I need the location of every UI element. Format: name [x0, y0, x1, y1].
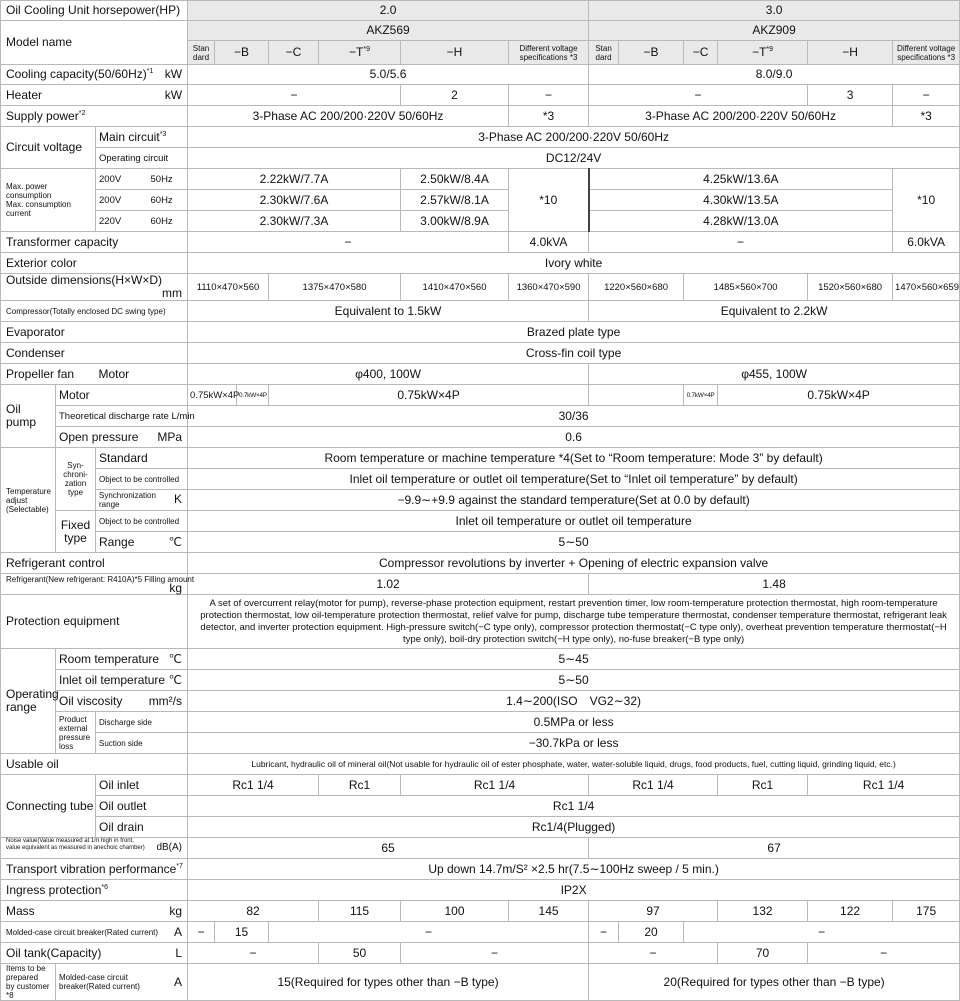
operating-visc-label: Oil viscosity mm²/s	[56, 691, 188, 712]
temp-label: Temperature adjust (Selectable)	[1, 448, 56, 553]
transformer-small: 4.0kVA	[509, 232, 589, 253]
exterior-value: Ivory white	[188, 253, 960, 274]
tank-large-dash-2: −	[808, 943, 960, 964]
noise-large: 67	[589, 838, 960, 859]
variant-standard: Stan dard	[188, 41, 215, 65]
dimensions-5: 1220×560×680	[589, 274, 684, 301]
compressor-large: Equivalent to 2.2kW	[589, 301, 960, 322]
variant-t-large: $-T^{*9}$	[718, 41, 808, 65]
pump-motor-large-b: 0.7kW×4P	[684, 385, 718, 406]
refrigerant-control-value: Compressor revolutions by inverter + Opening of electric expansion valve	[188, 553, 960, 574]
power-large-note: *10	[893, 169, 960, 232]
vibration-value: Up down 14.7m/S² ×2.5 hr(7.5∼100Hz sweep / 5 min.)	[188, 859, 960, 880]
hp-label: Oil Cooling Unit horsepower(HP)	[1, 1, 188, 21]
power-row-3	[1, 211, 960, 232]
protection-row	[1, 595, 960, 649]
breaker-small-rest: −	[269, 922, 589, 943]
power-v-3: 220V	[96, 211, 148, 232]
noise-label: dB(A) Noise value(Value measured at 1m high in front, value equivalent as measured in anechoic chamber)	[1, 838, 188, 859]
temp-object-label: Object to be controlled	[96, 469, 188, 490]
variant-standard-large: Stan dard	[589, 41, 619, 65]
pump-discharge-row	[1, 406, 960, 427]
operating-suction-row	[1, 733, 960, 754]
compressor-small: Equivalent to 1.5kW	[188, 301, 589, 322]
breaker-small-b: 15	[215, 922, 269, 943]
condenser-row	[1, 343, 960, 364]
variant-t: $-T^{*9}$	[319, 41, 401, 65]
operating-visc-value: 1.4∼200(ISO VG2∼32)	[188, 691, 960, 712]
circuit-main-value: 3-Phase AC 200/200·220V 50/60Hz	[188, 127, 960, 148]
operating-inlet-value: 5∼50	[188, 670, 960, 691]
operating-label: Operating range	[1, 649, 56, 754]
compressor-label: Compressor(Totally enclosed DC swing type)	[1, 301, 188, 322]
pump-label: Oil pump	[1, 385, 56, 448]
heater-row	[1, 85, 960, 106]
mass-4: 145	[509, 901, 589, 922]
operating-inlet-label: Inlet oil temperature ℃	[56, 670, 188, 691]
operating-inlet-row	[1, 670, 960, 691]
transformer-row	[1, 232, 960, 253]
temp-range-value: −9.9∼+9.9 against the standard temperature(Set at 0.0 by default)	[188, 490, 960, 511]
pump-discharge-value: 30/36	[188, 406, 960, 427]
power-large-2: 4.30kW/13.5A	[589, 190, 893, 211]
tube-inlet-row	[1, 775, 960, 796]
noise-small: 65	[188, 838, 589, 859]
refrigerant-control-label: Refrigerant control	[1, 553, 188, 574]
supply-large: 3-Phase AC 200/200·220V 50/60Hz	[589, 106, 893, 127]
hp-small: 2.0	[188, 1, 589, 21]
tube-label: Connecting tube	[1, 775, 96, 838]
dimensions-6: 1485×560×700	[684, 274, 808, 301]
operating-visc-row	[1, 691, 960, 712]
customer-row	[1, 964, 960, 1001]
supply-small: 3-Phase AC 200/200·220V 50/60Hz	[188, 106, 509, 127]
temp-fixed-range-label: Range ℃	[96, 532, 188, 553]
fan-row	[1, 364, 960, 385]
customer-label: Items to be prepared by customer *8	[1, 964, 56, 1001]
tank-small-dash-2: −	[401, 943, 589, 964]
model-row	[1, 21, 960, 41]
dimensions-3: 1410×470×560	[401, 274, 509, 301]
model-small: AKZ569	[188, 21, 589, 41]
dimensions-4: 1360×470×590	[509, 274, 589, 301]
supply-row	[1, 106, 960, 127]
fan-label: Propeller fan	[1, 364, 96, 385]
circuit-main-label: Main circuit$^{*3}$	[96, 127, 188, 148]
mass-2: 115	[319, 901, 401, 922]
hp-row	[1, 1, 960, 21]
model-label: Model name	[1, 21, 188, 65]
fan-large: φ455, 100W	[589, 364, 960, 385]
operating-room-value: 5∼45	[188, 649, 960, 670]
transformer-large-dash: −	[589, 232, 893, 253]
customer-large: 20(Required for types other than −B type)	[589, 964, 960, 1001]
fan-small: φ400, 100W	[188, 364, 589, 385]
exterior-label: Exterior color	[1, 253, 188, 274]
heater-small-h: 2	[401, 85, 509, 106]
evaporator-row	[1, 322, 960, 343]
variant-b: −B	[215, 41, 269, 65]
temp-standard-row	[1, 448, 960, 469]
supply-small-diff: *3	[509, 106, 589, 127]
tube-inlet-e: Rc1	[718, 775, 808, 796]
pump-open-label: Open pressure MPa	[56, 427, 188, 448]
power-label: Max. power consumption Max. consumption current	[1, 169, 96, 232]
breaker-large-std: −	[589, 922, 619, 943]
tube-outlet-row	[1, 796, 960, 817]
tube-drain-row	[1, 817, 960, 838]
power-small-note: *10	[509, 169, 589, 232]
evaporator-value: Brazed plate type	[188, 322, 960, 343]
dimensions-7: 1520×560×680	[808, 274, 893, 301]
heater-small-dash: −	[188, 85, 401, 106]
power-small-std-2: 2.30kW/7.6A	[188, 190, 401, 211]
circuit-op-row	[1, 148, 960, 169]
power-small-h-2: 2.57kW/8.1A	[401, 190, 509, 211]
variant-b-large: −B	[619, 41, 684, 65]
mass-1: 82	[188, 901, 319, 922]
dimensions-1: 1110×470×560	[188, 274, 269, 301]
temp-standard-label: Standard	[96, 448, 188, 469]
supply-label: Supply power$^{*2}$	[1, 106, 188, 127]
variant-h: −H	[401, 41, 509, 65]
tube-outlet-value: Rc1 1/4	[188, 796, 960, 817]
condenser-value: Cross-fin coil type	[188, 343, 960, 364]
tube-outlet-label: Oil outlet	[96, 796, 188, 817]
mass-5: 97	[589, 901, 718, 922]
supply-large-diff: *3	[893, 106, 960, 127]
mass-label: Mass kg	[1, 901, 188, 922]
fan-sub: Motor	[96, 364, 188, 385]
operating-suction-value: −30.7kPa or less	[188, 733, 960, 754]
pump-motor-small-a: 0.75kW×4P	[188, 385, 237, 406]
temp-fixed-object-value: Inlet oil temperature or outlet oil temperature	[188, 511, 960, 532]
power-large-3: 4.28kW/13.0A	[589, 211, 893, 232]
temp-fixed-object-row	[1, 511, 960, 532]
noise-row	[1, 838, 960, 859]
heater-large-dash: −	[589, 85, 808, 106]
heater-large-diff: −	[893, 85, 960, 106]
pump-motor-small-b: 0.7kW×4P	[237, 385, 269, 406]
power-row-1	[1, 169, 960, 190]
cooling-row	[1, 65, 960, 85]
breaker-small-std: −	[188, 922, 215, 943]
circuit-op-label: Operating circuit	[96, 148, 188, 169]
breaker-large-rest: −	[684, 922, 960, 943]
pump-motor-row	[1, 385, 960, 406]
tank-label: Oil tank(Capacity) L	[1, 943, 188, 964]
refrigerant-row	[1, 574, 960, 595]
ingress-value: IP2X	[188, 880, 960, 901]
exterior-row	[1, 253, 960, 274]
dimensions-2: 1375×470×580	[269, 274, 401, 301]
variant-c: −C	[269, 41, 319, 65]
usable-row	[1, 754, 960, 775]
temp-fixed-label: Fixed type	[56, 511, 96, 553]
usable-label: Usable oil	[1, 754, 188, 775]
refrigerant-control-row	[1, 553, 960, 574]
vibration-label: Transport vibration performance$^{*7}$	[1, 859, 188, 880]
pump-discharge-label: Theoretical discharge rate L/min	[56, 406, 188, 427]
ingress-label: Ingress protection$^{*6}$	[1, 880, 188, 901]
transformer-label: Transformer capacity	[1, 232, 188, 253]
power-v-1: 200V	[96, 169, 148, 190]
power-small-h-1: 2.50kW/8.4A	[401, 169, 509, 190]
tube-inlet-b: Rc1	[319, 775, 401, 796]
power-large-1: 4.25kW/13.6A	[589, 169, 893, 190]
operating-loss-label: Product external pressure loss	[56, 712, 96, 754]
mass-7: 122	[808, 901, 893, 922]
power-small-std-3: 2.30kW/7.3A	[188, 211, 401, 232]
temp-standard-value: Room temperature or machine temperature *4(Set to “Room temperature: Mode 3” by default)	[188, 448, 960, 469]
pump-motor-large-a	[589, 385, 684, 406]
power-small-h-3: 3.00kW/8.9A	[401, 211, 509, 232]
customer-small: 15(Required for types other than −B type)	[188, 964, 589, 1001]
cooling-small: 5.0/5.6	[188, 65, 589, 85]
power-v-2: 200V	[96, 190, 148, 211]
mass-row	[1, 901, 960, 922]
tube-drain-value: Rc1/4(Plugged)	[188, 817, 960, 838]
variant-diff: Different voltage specifications *3	[509, 41, 589, 65]
ingress-row	[1, 880, 960, 901]
temp-fixed-range-row	[1, 532, 960, 553]
heater-small-diff: −	[509, 85, 589, 106]
evaporator-label: Evaporator	[1, 322, 188, 343]
circuit-main-row	[1, 127, 960, 148]
temp-range-label: Synchronization range K	[96, 490, 188, 511]
power-hz-3: 60Hz	[148, 211, 188, 232]
power-row-2	[1, 190, 960, 211]
power-hz-2: 60Hz	[148, 190, 188, 211]
protection-value: A set of overcurrent relay(motor for pump), reverse-phase protection equipment, restart prevention timer, low room-temperature protection thermostat, high room-temperature protection thermostat, low oil-temperature protection thermostat, relief valve for pump, discharge tube temperature thermostat, condenser temperature thermostat, refrigerant leak detector, and inverter protection equipment. High-pressure switch(−C type only), compressor protection thermostat(−C type only), overheat prevention temperature thermostat(−H type only), boil-dry protection switch(−H type only), no-fuse breaker(−B type only)	[188, 595, 960, 649]
operating-room-label: Room temperature ℃	[56, 649, 188, 670]
refrigerant-large: 1.48	[589, 574, 960, 595]
temp-range-row	[1, 490, 960, 511]
protection-label: Protection equipment	[1, 595, 188, 649]
transformer-large: 6.0kVA	[893, 232, 960, 253]
tank-small-dash: −	[188, 943, 319, 964]
variant-h-large: −H	[808, 41, 893, 65]
pump-motor-large-c: 0.75kW×4P	[718, 385, 960, 406]
temp-fixed-object-label: Object to be controlled	[96, 511, 188, 532]
mass-8: 175	[893, 901, 960, 922]
operating-discharge-label: Discharge side	[96, 712, 188, 733]
pump-motor-label: Motor	[56, 385, 188, 406]
temp-object-row	[1, 469, 960, 490]
refrigerant-small: 1.02	[188, 574, 589, 595]
pump-open-value: 0.6	[188, 427, 960, 448]
heater-large-h: 3	[808, 85, 893, 106]
breaker-label: Molded-case circuit breaker(Rated current) A	[1, 922, 188, 943]
circuit-op-value: DC12/24V	[188, 148, 960, 169]
variant-c-large: −C	[684, 41, 718, 65]
tube-inlet-c: Rc1 1/4	[401, 775, 589, 796]
operating-discharge-value: 0.5MPa or less	[188, 712, 960, 733]
cooling-large: 8.0/9.0	[589, 65, 960, 85]
power-small-std-1: 2.22kW/7.7A	[188, 169, 401, 190]
hp-large: 3.0	[589, 1, 960, 21]
circuit-label: Circuit voltage	[1, 127, 96, 169]
tank-row	[1, 943, 960, 964]
mass-3: 100	[401, 901, 509, 922]
tube-inlet-a: Rc1 1/4	[188, 775, 319, 796]
power-hz-1: 50Hz	[148, 169, 188, 190]
temp-sync-label: Syn- chroni- zation type	[56, 448, 96, 511]
tube-inlet-label: Oil inlet	[96, 775, 188, 796]
temp-object-value: Inlet oil temperature or outlet oil temperature(Set to “Inlet oil temperature” by default)	[188, 469, 960, 490]
refrigerant-label: Refrigerant(New refrigerant: R410A)*5 Filling amount kg	[1, 574, 188, 595]
tube-inlet-d: Rc1 1/4	[589, 775, 718, 796]
cooling-label: Cooling $capacity(50/60Hz)^{*1}$ kW	[1, 65, 188, 85]
operating-suction-label: Suction side	[96, 733, 188, 754]
dimensions-label: Outside dimensions(H×W×D) mm	[1, 274, 188, 301]
tank-small: 50	[319, 943, 401, 964]
compressor-row	[1, 301, 960, 322]
tube-inlet-f: Rc1 1/4	[808, 775, 960, 796]
operating-room-row	[1, 649, 960, 670]
operating-discharge-row	[1, 712, 960, 733]
breaker-row	[1, 922, 960, 943]
condenser-label: Condenser	[1, 343, 188, 364]
model-large: AKZ909	[589, 21, 960, 41]
transformer-small-dash: −	[188, 232, 509, 253]
tank-large-dash: −	[589, 943, 718, 964]
breaker-large-b: 20	[619, 922, 684, 943]
temp-fixed-range-value: 5∼50	[188, 532, 960, 553]
mass-6: 132	[718, 901, 808, 922]
pump-motor-small-c: 0.75kW×4P	[269, 385, 589, 406]
pump-open-row	[1, 427, 960, 448]
dimensions-8: 1470×560×659	[893, 274, 960, 301]
variant-diff-large: Different voltage specifications *3	[893, 41, 960, 65]
dimensions-row	[1, 274, 960, 301]
vibration-row	[1, 859, 960, 880]
heater-label: Heater kW	[1, 85, 188, 106]
usable-value: Lubricant, hydraulic oil of mineral oil(Not usable for hydraulic oil of ester phosphate, water, water-soluble liquid, drugs, food products, fuel, cutting liquid, grinding liquid, etc.)	[188, 754, 960, 775]
tube-drain-label: Oil drain	[96, 817, 188, 838]
customer-breaker-label: A Molded-case circuit breaker(Rated current)	[56, 964, 188, 1001]
tank-large: 70	[718, 943, 808, 964]
